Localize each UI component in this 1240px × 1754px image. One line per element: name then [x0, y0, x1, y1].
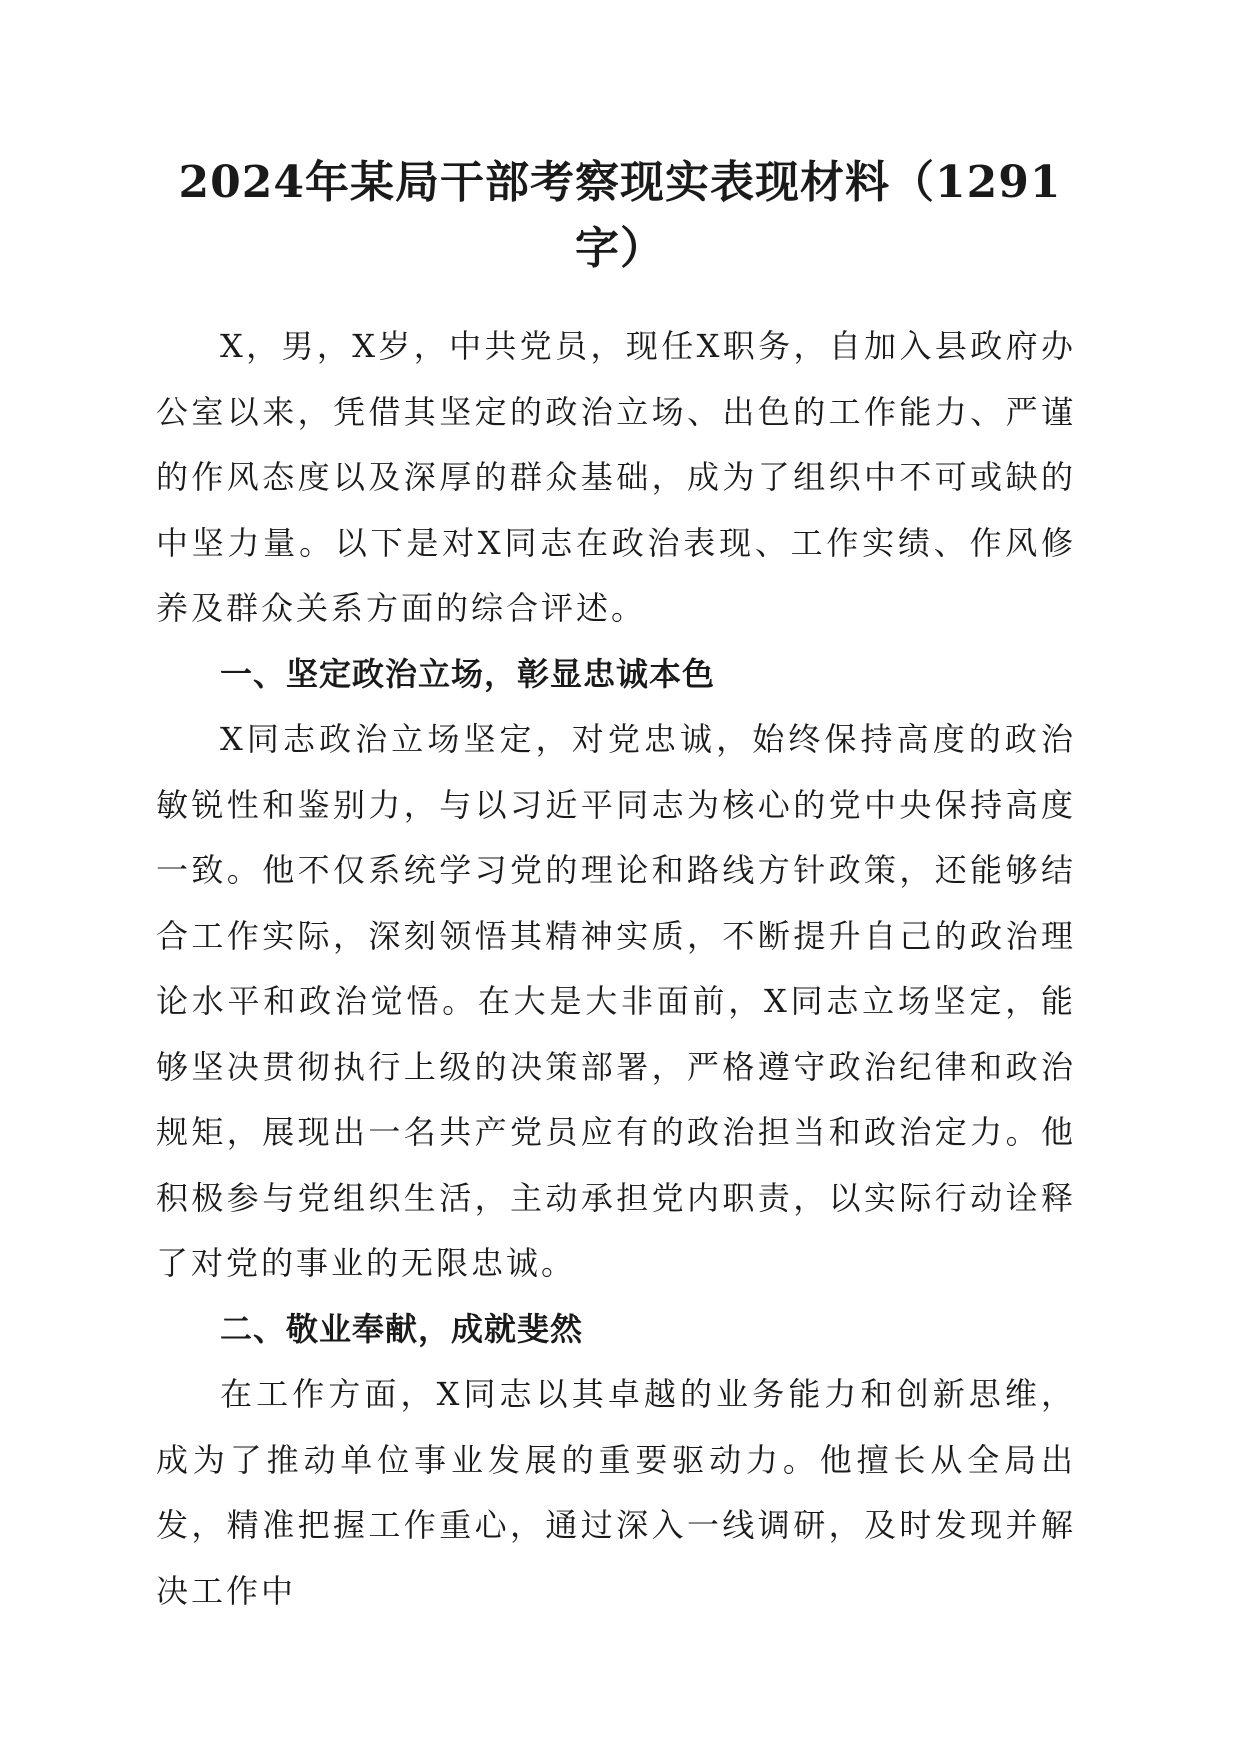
- section-1-heading: 一、坚定政治立场，彰显忠诚本色: [220, 654, 716, 693]
- section-2-heading: 二、敬业奉献，成就斐然: [220, 1309, 584, 1348]
- intro-paragraph: X，男，X岁，中共党员，现任X职务，自加入县政府办公室以来，凭借其坚定的政治立场、出色的工作能力、严谨的作风态度以及深厚的群众基础，成为了组织中不可或缺的中坚力量。以下是对X同志在政治表现、工作实绩、作风修养及群众关系方面的综合评述。: [156, 327, 1076, 627]
- section-2-paragraph: 在工作方面，X同志以其卓越的业务能力和创新思维，成为了推动单位事业发展的重要驱动力。他擅长从全局出发，精准把握工作重心，通过深入一线调研，及时发现并解决工作中: [156, 1375, 1076, 1610]
- document-title: 2024年某局干部考察现实表现材料（1291字）: [178, 157, 1062, 274]
- section-1-paragraph: X同志政治立场坚定，对党忠诚，始终保持高度的政治敏锐性和鉴别力，与以习近平同志为核心的党中央保持高度一致。他不仅系统学习党的理论和路线方针政策，还能够结合工作实际，深刻领悟其精神实质，不断提升自己的政治理论水平和政治觉悟。在大是大非面前，X同志立场坚定，能够坚决贯彻执行上级的决策部署，严格遵守政治纪律和政治规矩，展现出一名共产党员应有的政治担当和政治定力。他积极参与党组织生活，主动承担党内职责，以实际行动诠释了对党的事业的无限忠诚。: [156, 720, 1076, 1282]
- document-body: [156, 314, 1076, 1624]
